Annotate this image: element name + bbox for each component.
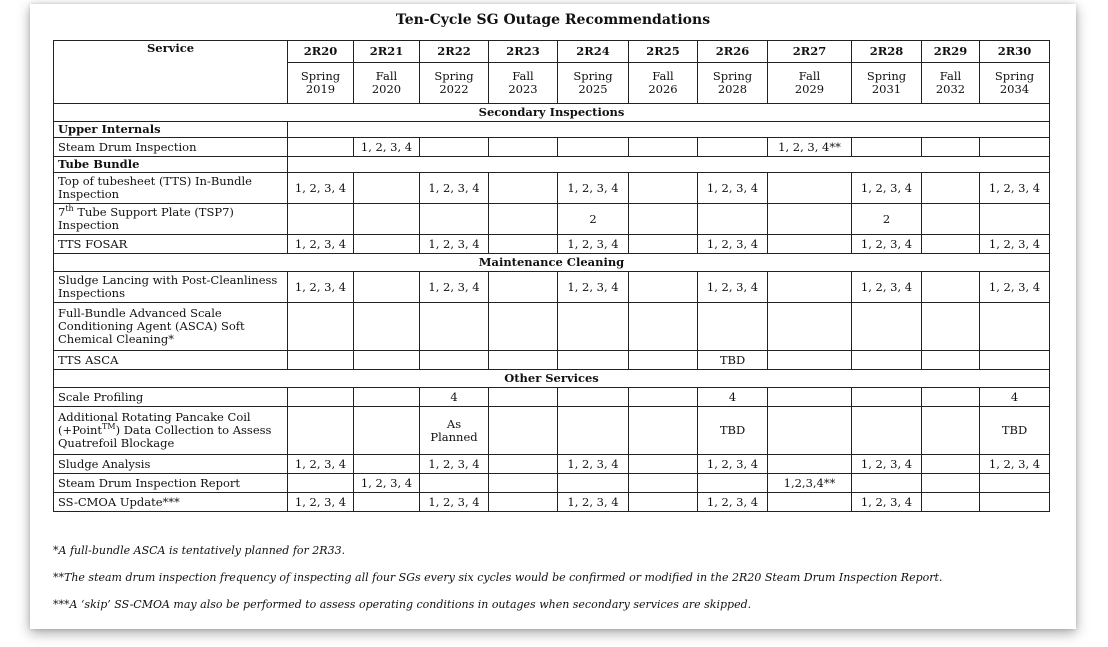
schedule-cell [629, 474, 698, 493]
footnote-1: *A full-bundle ASCA is tentatively planned for 2R33. [53, 544, 346, 557]
season-label: Spring [434, 69, 474, 83]
schedule-cell [629, 204, 698, 235]
schedule-cell [288, 407, 354, 455]
table-title: Ten-Cycle SG Outage Recommendations [395, 12, 711, 28]
schedule-cell: 1, 2, 3, 4 [980, 455, 1050, 474]
schedule-cell [852, 303, 922, 351]
season-label: Fall [512, 69, 534, 83]
season-label: Fall [798, 69, 821, 83]
schedule-cell [922, 303, 980, 351]
service-label: Top of tubesheet (TTS) In-Bundle Inspection [54, 173, 288, 204]
schedule-cell [852, 351, 922, 370]
schedule-cell: 1, 2, 3, 4 [698, 455, 768, 474]
service-label-text: Additional Rotating Pancake Coil (+Point [58, 410, 251, 437]
schedule-cell: 1, 2, 3, 4 [558, 272, 629, 303]
season-label: Spring [866, 69, 907, 83]
section-title: Secondary Inspections [54, 104, 1050, 122]
schedule-cell [922, 455, 980, 474]
schedule-cell [354, 407, 420, 455]
schedule-cell: 1, 2, 3, 4 [288, 493, 354, 512]
schedule-cell [558, 474, 629, 493]
footnote-3: ***A ‘skip’ SS-CMOA may also be performed to assess operating conditions in outages when secondary services are skipped. [53, 598, 752, 611]
table-row [54, 204, 1050, 235]
schedule-cell: 1, 2, 3, 4 [558, 173, 629, 204]
schedule-cell [980, 474, 1050, 493]
schedule-cell [354, 388, 420, 407]
schedule-cell [558, 351, 629, 370]
schedule-cell [420, 138, 489, 157]
schedule-cell [288, 388, 354, 407]
schedule-cell [629, 493, 698, 512]
schedule-cell [354, 303, 420, 351]
schedule-cell: 1, 2, 3, 4 [420, 455, 489, 474]
schedule-cell: TBD [698, 407, 768, 455]
outage-season [288, 63, 354, 104]
schedule-cell: As Planned [420, 407, 489, 455]
schedule-cell [852, 138, 922, 157]
schedule-cell: 1, 2, 3, 4 [698, 235, 768, 254]
schedule-cell [922, 272, 980, 303]
schedule-cell [980, 204, 1050, 235]
table-row [54, 388, 1050, 407]
schedule-cell [629, 351, 698, 370]
season-year: 2034 [999, 82, 1030, 96]
schedule-cell: 1, 2, 3, 4 [288, 173, 354, 204]
outage-season [558, 63, 629, 104]
schedule-cell: 1, 2, 3, 4 [558, 235, 629, 254]
service-label-prefix: 7 [58, 205, 66, 219]
table-row [54, 235, 1050, 254]
schedule-cell [558, 407, 629, 455]
service-label-superscript: TM [102, 422, 116, 432]
outage-code: 2R26 [698, 41, 768, 63]
schedule-cell [558, 388, 629, 407]
schedule-cell: 1, 2, 3, 4 [698, 493, 768, 512]
schedule-cell [698, 303, 768, 351]
section-header-row [54, 370, 1050, 388]
table-row [54, 455, 1050, 474]
schedule-cell [768, 173, 852, 204]
schedule-cell [698, 204, 768, 235]
season-label: Spring [712, 69, 753, 83]
service-label-superscript: th [65, 204, 74, 214]
schedule-cell [768, 407, 852, 455]
schedule-cell: 1, 2, 3, 4 [558, 455, 629, 474]
service-label-text: Tube Support Plate (TSP7) Inspection [58, 205, 234, 232]
outage-code: 2R29 [922, 41, 980, 63]
outage-code: 2R21 [354, 41, 420, 63]
schedule-cell [354, 272, 420, 303]
schedule-cell: 1, 2, 3, 4 [852, 173, 922, 204]
schedule-cell [354, 351, 420, 370]
schedule-cell: 1, 2, 3, 4 [420, 235, 489, 254]
schedule-cell: 2 [852, 204, 922, 235]
schedule-cell: 1, 2, 3, 4 [980, 235, 1050, 254]
schedule-cell: TBD [980, 407, 1050, 455]
group-header-row [54, 122, 1050, 138]
schedule-cell [489, 272, 558, 303]
season-label: Fall [939, 69, 962, 83]
schedule-cell [489, 493, 558, 512]
season-year: 2026 [648, 82, 678, 96]
schedule-cell: 1, 2, 3, 4 [852, 455, 922, 474]
schedule-cell [698, 474, 768, 493]
schedule-cell [420, 303, 489, 351]
schedule-cell [489, 173, 558, 204]
schedule-cell [922, 474, 980, 493]
schedule-cell [489, 388, 558, 407]
footnote-2: **The steam drum inspection frequency of inspecting all four SGs every six cycles would be confirmed or modified in the 2R20 Steam Drum Inspection Report. [53, 571, 943, 584]
schedule-cell [922, 493, 980, 512]
schedule-cell: TBD [698, 351, 768, 370]
service-label: TTS ASCA [54, 351, 288, 370]
group-header-row [54, 157, 1050, 173]
schedule-cell [354, 204, 420, 235]
schedule-cell [288, 474, 354, 493]
schedule-cell [980, 303, 1050, 351]
season-year: 2028 [717, 82, 748, 96]
schedule-cell [489, 407, 558, 455]
season-year: 2025 [578, 82, 608, 96]
schedule-cell: 1, 2, 3, 4 [980, 272, 1050, 303]
schedule-cell [922, 235, 980, 254]
schedule-cell: 1, 2, 3, 4 [354, 474, 420, 493]
schedule-cell [768, 235, 852, 254]
schedule-cell [922, 388, 980, 407]
schedule-cell [629, 388, 698, 407]
schedule-cell [288, 204, 354, 235]
schedule-cell [420, 351, 489, 370]
service-label-suffix: ) Data Collection to Assess Quatrefoil Blockage [58, 423, 272, 450]
service-label: Steam Drum Inspection Report [54, 474, 288, 493]
schedule-cell [980, 138, 1050, 157]
service-label: Tube Bundle [54, 157, 288, 173]
season-year: 2031 [871, 82, 902, 96]
outage-code: 2R28 [852, 41, 922, 63]
schedule-cell [922, 204, 980, 235]
service-label [54, 204, 288, 235]
schedule-cell [629, 173, 698, 204]
outage-season [698, 63, 768, 104]
schedule-cell [852, 388, 922, 407]
schedule-cell [489, 474, 558, 493]
season-label: Spring [994, 69, 1035, 83]
schedule-cell [489, 303, 558, 351]
table-row [54, 351, 1050, 370]
outage-code: 2R20 [288, 41, 354, 63]
outage-season [629, 63, 698, 104]
schedule-cell [489, 138, 558, 157]
table-row [54, 272, 1050, 303]
schedule-cell: 1, 2, 3, 4 [288, 235, 354, 254]
schedule-cell [852, 407, 922, 455]
schedule-cell: 1, 2, 3, 4** [768, 138, 852, 157]
outage-code: 2R23 [489, 41, 558, 63]
outage-code-row [54, 41, 1050, 63]
season-year: 2022 [439, 82, 469, 96]
schedule-cell [629, 455, 698, 474]
schedule-cell [489, 455, 558, 474]
service-label: TTS FOSAR [54, 235, 288, 254]
outage-season [354, 63, 420, 104]
schedule-cell: 1, 2, 3, 4 [288, 455, 354, 474]
schedule-cell [629, 235, 698, 254]
service-header: Service [54, 41, 288, 104]
section-header-row [54, 254, 1050, 272]
outage-season [980, 63, 1050, 104]
schedule-cell [489, 351, 558, 370]
service-label: Sludge Analysis [54, 455, 288, 474]
schedule-cell [288, 138, 354, 157]
schedule-cell: 2 [558, 204, 629, 235]
outage-season [489, 63, 558, 104]
service-label: Sludge Lancing with Post-Cleanliness Inspections [54, 272, 288, 303]
season-label: Fall [652, 69, 674, 83]
schedule-cell [558, 138, 629, 157]
table-row [54, 138, 1050, 157]
schedule-cell [922, 173, 980, 204]
table-row [54, 493, 1050, 512]
schedule-cell [629, 407, 698, 455]
outage-code: 2R27 [768, 41, 852, 63]
schedule-cell [852, 474, 922, 493]
table-row [54, 173, 1050, 204]
schedule-cell [354, 173, 420, 204]
schedule-cell [768, 388, 852, 407]
schedule-cell [768, 272, 852, 303]
schedule-cell: 1, 2, 3, 4 [354, 138, 420, 157]
schedule-cell [922, 407, 980, 455]
outage-season [852, 63, 922, 104]
schedule-cell [768, 493, 852, 512]
schedule-cell [768, 351, 852, 370]
schedule-cell: 1,2,3,4** [768, 474, 852, 493]
service-label: Upper Internals [54, 122, 288, 138]
schedule-cell: 1, 2, 3, 4 [420, 173, 489, 204]
schedule-cell [420, 204, 489, 235]
group-empty-cell [288, 157, 1050, 173]
schedule-cell [629, 138, 698, 157]
season-year: 2019 [305, 82, 336, 96]
season-year: 2032 [935, 82, 966, 96]
table-row [54, 474, 1050, 493]
season-year: 2023 [508, 82, 538, 96]
service-label: Steam Drum Inspection [54, 138, 288, 157]
schedule-cell: 1, 2, 3, 4 [852, 272, 922, 303]
schedule-cell [354, 493, 420, 512]
outage-season [768, 63, 852, 104]
schedule-cell [768, 303, 852, 351]
service-label: SS-CMOA Update*** [54, 493, 288, 512]
outage-season [922, 63, 980, 104]
schedule-cell [980, 493, 1050, 512]
schedule-cell [288, 351, 354, 370]
table-row [54, 303, 1050, 351]
service-label: Scale Profiling [54, 388, 288, 407]
section-title: Other Services [54, 370, 1050, 388]
season-year: 2029 [794, 82, 825, 96]
schedule-cell [698, 138, 768, 157]
season-label: Fall [375, 69, 398, 83]
schedule-cell: 1, 2, 3, 4 [698, 272, 768, 303]
document-page [30, 4, 1076, 629]
schedule-cell [354, 455, 420, 474]
schedule-cell [288, 303, 354, 351]
schedule-cell [489, 204, 558, 235]
schedule-cell [768, 455, 852, 474]
schedule-cell: 1, 2, 3, 4 [852, 493, 922, 512]
schedule-cell: 1, 2, 3, 4 [288, 272, 354, 303]
schedule-cell [420, 474, 489, 493]
schedule-cell [922, 351, 980, 370]
outage-code: 2R30 [980, 41, 1050, 63]
outage-code: 2R25 [629, 41, 698, 63]
section-header-row [54, 104, 1050, 122]
outage-season [420, 63, 489, 104]
service-label: Full-Bundle Advanced Scale Conditioning Agent (ASCA) Soft Chemical Cleaning* [54, 303, 288, 351]
schedule-cell [558, 303, 629, 351]
schedule-cell: 1, 2, 3, 4 [852, 235, 922, 254]
schedule-cell: 1, 2, 3, 4 [558, 493, 629, 512]
schedule-cell [629, 272, 698, 303]
schedule-cell [980, 351, 1050, 370]
schedule-cell [768, 204, 852, 235]
schedule-cell [922, 138, 980, 157]
schedule-cell: 4 [420, 388, 489, 407]
outage-code: 2R24 [558, 41, 629, 63]
schedule-cell [354, 235, 420, 254]
schedule-cell: 1, 2, 3, 4 [698, 173, 768, 204]
season-label: Spring [573, 69, 613, 83]
schedule-cell [489, 235, 558, 254]
season-label: Spring [300, 69, 341, 83]
recommendations-table [53, 40, 1050, 512]
section-title: Maintenance Cleaning [54, 254, 1050, 272]
season-year: 2020 [371, 82, 402, 96]
group-empty-cell [288, 122, 1050, 138]
schedule-cell: 1, 2, 3, 4 [420, 272, 489, 303]
schedule-cell: 4 [698, 388, 768, 407]
outage-code: 2R22 [420, 41, 489, 63]
schedule-cell: 1, 2, 3, 4 [420, 493, 489, 512]
schedule-cell [629, 303, 698, 351]
schedule-cell: 4 [980, 388, 1050, 407]
table-row [54, 407, 1050, 455]
service-label [54, 407, 288, 455]
schedule-cell: 1, 2, 3, 4 [980, 173, 1050, 204]
